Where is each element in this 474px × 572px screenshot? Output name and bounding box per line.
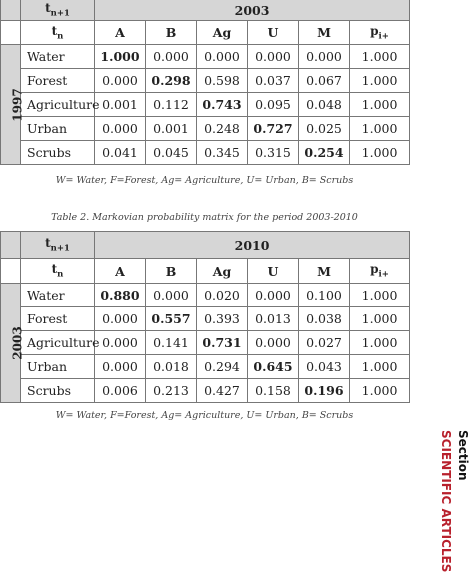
- cell: 0.345: [197, 141, 248, 165]
- column-header: U: [248, 259, 299, 284]
- cell: 0.000: [95, 69, 146, 93]
- p-column-header: $p_{i+}$: [350, 21, 410, 45]
- table-row: [1, 93, 410, 117]
- cell: 0.598: [197, 69, 248, 93]
- cell: 0.100: [299, 284, 350, 307]
- tn1-header: $t_{n+1}$: [21, 0, 95, 21]
- cell: 0.557: [146, 307, 197, 331]
- cell: 0.294: [197, 355, 248, 379]
- cell: 0.196: [299, 379, 350, 403]
- row-label: Agriculture: [21, 93, 95, 117]
- row-label: Scrubs: [21, 379, 95, 403]
- probability-matrix-1997-2003: [0, 0, 410, 165]
- tn-header: $t_n$: [21, 259, 95, 284]
- row-label: Water: [21, 284, 95, 307]
- column-header: M: [299, 21, 350, 45]
- section-category: SCIENTIFIC ARTICLES: [439, 430, 453, 572]
- cell: 0.006: [95, 379, 146, 403]
- row-label: Urban: [21, 117, 95, 141]
- column-header: U: [248, 21, 299, 45]
- section-category-tab: [439, 430, 453, 572]
- table-row: [1, 379, 410, 403]
- cell: 0.731: [197, 331, 248, 355]
- cell: 0.013: [248, 307, 299, 331]
- table-corner: [1, 232, 21, 259]
- table-row: [1, 141, 410, 165]
- row-total: 1.000: [350, 141, 410, 165]
- cell: 0.112: [146, 93, 197, 117]
- cell: 0.427: [197, 379, 248, 403]
- row-total: 1.000: [350, 117, 410, 141]
- blank-cell: [1, 259, 21, 284]
- cell: 0.000: [197, 45, 248, 69]
- cell: 0.018: [146, 355, 197, 379]
- cell: 0.743: [197, 93, 248, 117]
- cell: 0.645: [248, 355, 299, 379]
- cell: 0.158: [248, 379, 299, 403]
- cell: 0.000: [95, 331, 146, 355]
- table-corner: [1, 0, 21, 21]
- section-tab: [456, 430, 470, 481]
- cell: 0.043: [299, 355, 350, 379]
- cell: 0.000: [95, 355, 146, 379]
- cell: 0.000: [146, 284, 197, 307]
- row-total: 1.000: [350, 284, 410, 307]
- cell: 0.067: [299, 69, 350, 93]
- tn1-header: $t_{n+1}$: [21, 232, 95, 259]
- tn-header: $t_n$: [21, 21, 95, 45]
- row-total: 1.000: [350, 45, 410, 69]
- cell: 0.141: [146, 331, 197, 355]
- row-total: 1.000: [350, 379, 410, 403]
- row-label: Forest: [21, 69, 95, 93]
- table-1-note: W= Water, F=Forest, Ag= Agriculture, U= Urban, B= Scrubs: [55, 175, 354, 186]
- cell: 0.315: [248, 141, 299, 165]
- cell: 0.001: [95, 93, 146, 117]
- cell: 0.020: [197, 284, 248, 307]
- cell: 0.298: [146, 69, 197, 93]
- blank-cell: [1, 21, 21, 45]
- cell: 0.000: [248, 331, 299, 355]
- column-header: Ag: [197, 21, 248, 45]
- cell: 0.000: [95, 117, 146, 141]
- table-row: [1, 45, 410, 69]
- row-label: Forest: [21, 307, 95, 331]
- cell: 0.000: [248, 284, 299, 307]
- row-total: 1.000: [350, 355, 410, 379]
- row-label: Scrubs: [21, 141, 95, 165]
- cell: 0.025: [299, 117, 350, 141]
- year-header: 2010: [95, 232, 410, 259]
- row-total: 1.000: [350, 93, 410, 117]
- cell: 0.393: [197, 307, 248, 331]
- row-total: 1.000: [350, 69, 410, 93]
- cell: 0.095: [248, 93, 299, 117]
- column-header: B: [146, 259, 197, 284]
- cell: 0.000: [248, 45, 299, 69]
- section-label: Section: [456, 430, 470, 481]
- row-group-year: 1997: [1, 45, 21, 165]
- cell: 1.000: [95, 45, 146, 69]
- p-column-header: $p_{i+}$: [350, 259, 410, 284]
- table-2-caption: Table 2. Markovian probability matrix for the period 2003-2010: [51, 212, 358, 223]
- cell: 0.041: [95, 141, 146, 165]
- column-header: A: [95, 21, 146, 45]
- cell: 0.248: [197, 117, 248, 141]
- cell: 0.048: [299, 93, 350, 117]
- cell: 0.027: [299, 331, 350, 355]
- row-label: Urban: [21, 355, 95, 379]
- column-header: M: [299, 259, 350, 284]
- cell: 0.045: [146, 141, 197, 165]
- table-row: [1, 284, 410, 307]
- cell: 0.000: [95, 307, 146, 331]
- row-total: 1.000: [350, 331, 410, 355]
- cell: 0.254: [299, 141, 350, 165]
- cell: 0.038: [299, 307, 350, 331]
- cell: 0.213: [146, 379, 197, 403]
- cell: 0.000: [146, 45, 197, 69]
- table-row: [1, 331, 410, 355]
- cell: 0.001: [146, 117, 197, 141]
- cell: 0.000: [299, 45, 350, 69]
- table-row: [1, 355, 410, 379]
- cell: 0.880: [95, 284, 146, 307]
- row-group-year: 2003: [1, 284, 21, 403]
- row-label: Water: [21, 45, 95, 69]
- cell: 0.727: [248, 117, 299, 141]
- table-row: [1, 117, 410, 141]
- probability-matrix-2003-2010: [0, 231, 410, 403]
- column-header: B: [146, 21, 197, 45]
- column-header: Ag: [197, 259, 248, 284]
- row-total: 1.000: [350, 307, 410, 331]
- table-row: [1, 69, 410, 93]
- cell: 0.037: [248, 69, 299, 93]
- row-label: Agriculture: [21, 331, 95, 355]
- column-header: A: [95, 259, 146, 284]
- table-row: [1, 307, 410, 331]
- year-header: 2003: [95, 0, 410, 21]
- table-2-note: W= Water, F=Forest, Ag= Agriculture, U= Urban, B= Scrubs: [55, 410, 354, 421]
